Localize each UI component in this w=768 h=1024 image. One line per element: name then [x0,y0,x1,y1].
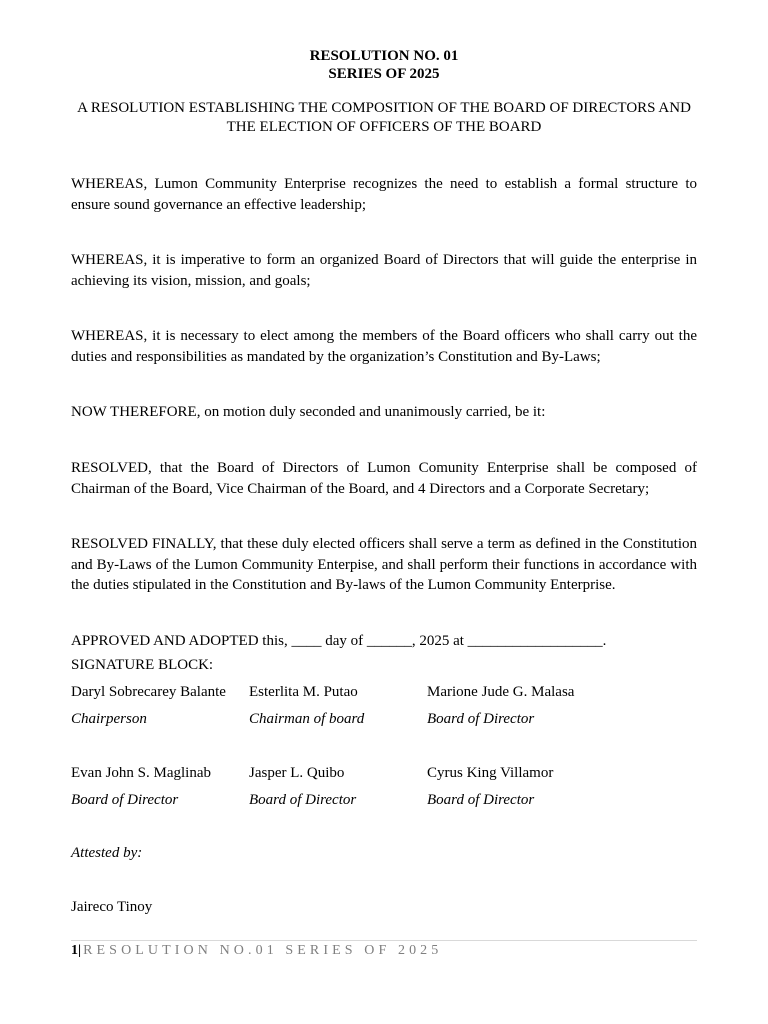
whereas-paragraph-3: WHEREAS, it is necessary to elect among the members of the Board officers who shall carry out the duties and responsibilities as mandated by the organization’s Constitution and By-Laws; [71,328,697,365]
signatory-name: Daryl Sobrecarey Balante [71,684,226,700]
signatory-role: Chairman of board [249,711,365,727]
signatory-name: Evan John S. Maglinab [71,765,211,781]
signatory-role: Board of Director [249,792,357,808]
footer-text: RESOLUTION NO.01 SERIES OF 2025 [83,943,443,958]
signatory-name: Marione Jude G. Malasa [427,684,575,700]
signatory-role: Board of Director [427,792,535,808]
signatory-name: Esterlita M. Putao [249,684,358,700]
signatory-role: Board of Director [427,711,535,727]
whereas-paragraph-2: WHEREAS, it is imperative to form an organized Board of Directors that will guide the enterprise in achieving its vision, mission, and goals; [71,252,697,289]
resolution-subtitle-line-2: THE ELECTION OF OFFICERS OF THE BOARD [226,119,542,135]
attesting-secretary-name: Jaireco Tinoy [71,899,153,915]
series-title: SERIES OF 2025 [328,66,440,82]
whereas-paragraph-1: WHEREAS, Lumon Community Enterprise recognizes the need to establish a formal structure to ensure sound governance an effective leadership; [71,176,697,213]
resolution-subtitle-line-1: A RESOLUTION ESTABLISHING THE COMPOSITION OF THE BOARD OF DIRECTORS AND [77,100,691,116]
now-therefore-paragraph: NOW THEREFORE, on motion duly seconded and unanimously carried, be it: [71,404,546,420]
signature-block-label: SIGNATURE BLOCK: [71,657,214,673]
document-page [71,0,697,1024]
signatory-name: Jasper L. Quibo [249,765,345,781]
footer-separator: | [78,943,82,958]
signatory-name: Cyrus King Villamor [427,765,554,781]
page-footer [71,941,442,961]
signatory-role: Board of Director [71,792,179,808]
signatory-role: Chairperson [71,711,147,727]
resolved-paragraph: RESOLVED, that the Board of Directors of Lumon Comunity Enterprise shall be composed of Chairman of the Board, Vice Chairman of the Board, and 4 Directors and a Corporate Secretary; [71,460,697,497]
resolved-finally-paragraph: RESOLVED FINALLY, that these duly elected officers shall serve a term as defined in the Constitution and By-Laws of the Lumon Community Enterpise, and shall perform their functions in accordance with the duties stipulated in the Constitution and By-laws of the Lumon Community Enterprise. [71,536,697,593]
attested-by-label: Attested by: [71,845,143,861]
approved-and-adopted-line: APPROVED AND ADOPTED this, ____ day of ______, 2025 at __________________. [71,633,607,649]
resolution-number-title: RESOLUTION NO. 01 [309,48,459,64]
page-number: 1 [71,943,78,958]
